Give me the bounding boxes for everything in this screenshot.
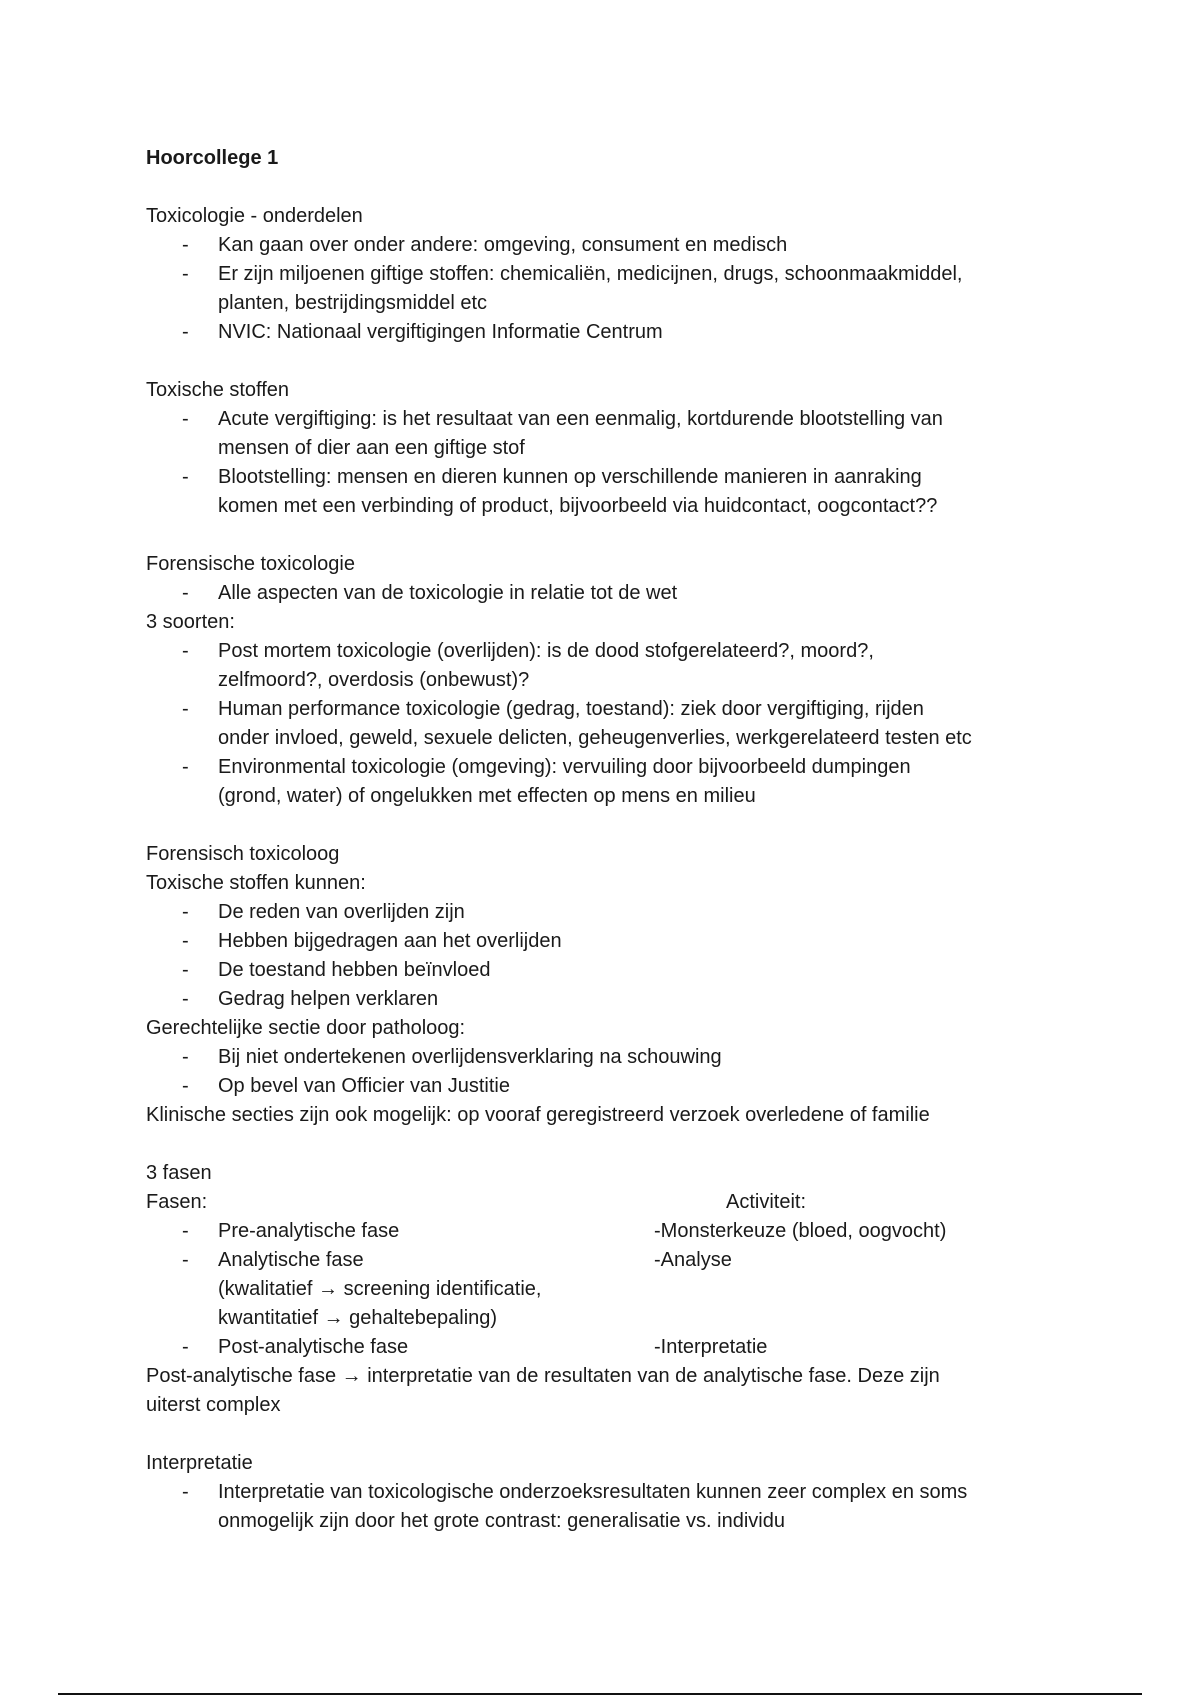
section-note-cont: uiterst complex bbox=[146, 1394, 281, 1416]
list-item: - Hebben bijgedragen aan het overlijden bbox=[182, 930, 562, 952]
section-heading: Interpretatie bbox=[146, 1452, 253, 1474]
section-heading: Toxische stoffen bbox=[146, 379, 290, 401]
list-item: - Acute vergiftiging: is het resultaat van een eenmalig, kortdurende blootstelling van mensen of dier aan een giftige stof bbox=[182, 408, 943, 459]
list-item: - Er zijn miljoenen giftige stoffen: chemicaliën, medicijnen, drugs, schoonmaakmiddel, planten, bestrijdingsmiddel etc bbox=[182, 263, 963, 314]
list-item: - Human performance toxicologie (gedrag, toestand): ziek door vergiftiging, rijden onder invloed, geweld, sexuele delicten, geheugenverlies, werkgerelateerd testen etc bbox=[182, 698, 972, 749]
bullet-list bbox=[146, 1043, 1086, 1101]
document-page bbox=[146, 144, 1086, 1536]
list-item: - Bij niet ondertekenen overlijdensverklaring na schouwing bbox=[182, 1046, 722, 1068]
section-subheading: Toxische stoffen kunnen: bbox=[146, 872, 366, 894]
list-item: - NVIC: Nationaal vergiftigingen Informatie Centrum bbox=[182, 321, 663, 343]
phase-row: - Post-analytische fase -Interpretatie bbox=[182, 1336, 768, 1358]
bullet-list bbox=[146, 637, 1086, 811]
section-note: Klinische secties zijn ook mogelijk: op vooraf geregistreerd verzoek overledene of familie bbox=[146, 1104, 930, 1126]
bullet-list bbox=[146, 898, 1086, 1014]
page-bottom-rule bbox=[58, 1693, 1142, 1695]
list-item: - Blootstelling: mensen en dieren kunnen op verschillende manieren in aanraking komen met een verbinding of product, bijvoorbeeld via huidcontact, oogcontact?? bbox=[182, 466, 938, 517]
list-item: - Environmental toxicologie (omgeving): vervuiling door bijvoorbeeld dumpingen (grond, water) of ongelukken met effecten op mens en milieu bbox=[182, 756, 911, 807]
phase-table bbox=[146, 1188, 1086, 1362]
phase-row: - Analytische fase -Analyse (kwalitatief → screening identificatie, kwantitatief → gehaltebepaling) bbox=[182, 1249, 732, 1329]
phase-column-header: Fasen: Activiteit: bbox=[146, 1188, 1086, 1217]
list-item: - De reden van overlijden zijn bbox=[182, 901, 465, 923]
activity-column-header: Activiteit: bbox=[726, 1191, 807, 1213]
phase-row: - Pre-analytische fase -Monsterkeuze (bloed, oogvocht) bbox=[182, 1220, 947, 1242]
list-item: - Interpretatie van toxicologische onderzoeksresultaten kunnen zeer complex en soms onmogelijk zijn door het grote contrast: generalisatie vs. individu bbox=[182, 1481, 968, 1532]
phase-list bbox=[146, 1217, 1086, 1362]
bullet-list bbox=[146, 231, 1086, 347]
list-item: - De toestand hebben beïnvloed bbox=[182, 959, 491, 981]
section-heading: 3 fasen bbox=[146, 1162, 212, 1184]
section-note: Post-analytische fase → interpretatie van de resultaten van de analytische fase. Deze zijn bbox=[146, 1365, 940, 1387]
section-subheading: Gerechtelijke sectie door patholoog: bbox=[146, 1017, 466, 1039]
bullet-list bbox=[146, 1478, 1086, 1536]
list-item: - Kan gaan over onder andere: omgeving, consument en medisch bbox=[182, 234, 788, 256]
section-heading: Forensische toxicologie bbox=[146, 553, 355, 575]
list-item: - Gedrag helpen verklaren bbox=[182, 988, 439, 1010]
page-title: Hoorcollege 1 bbox=[146, 147, 279, 169]
list-item: - Alle aspecten van de toxicologie in relatie tot de wet bbox=[182, 582, 678, 604]
section-heading: Forensisch toxicoloog bbox=[146, 843, 340, 865]
section-subheading: 3 soorten: bbox=[146, 611, 235, 633]
list-item: - Post mortem toxicologie (overlijden): is de dood stofgerelateerd?, moord?, zelfmoord?, overdosis (onbewust)? bbox=[182, 640, 874, 691]
bullet-list bbox=[146, 405, 1086, 521]
list-item: - Op bevel van Officier van Justitie bbox=[182, 1075, 510, 1097]
bullet-list bbox=[146, 579, 1086, 608]
section-heading: Toxicologie - onderdelen bbox=[146, 205, 363, 227]
